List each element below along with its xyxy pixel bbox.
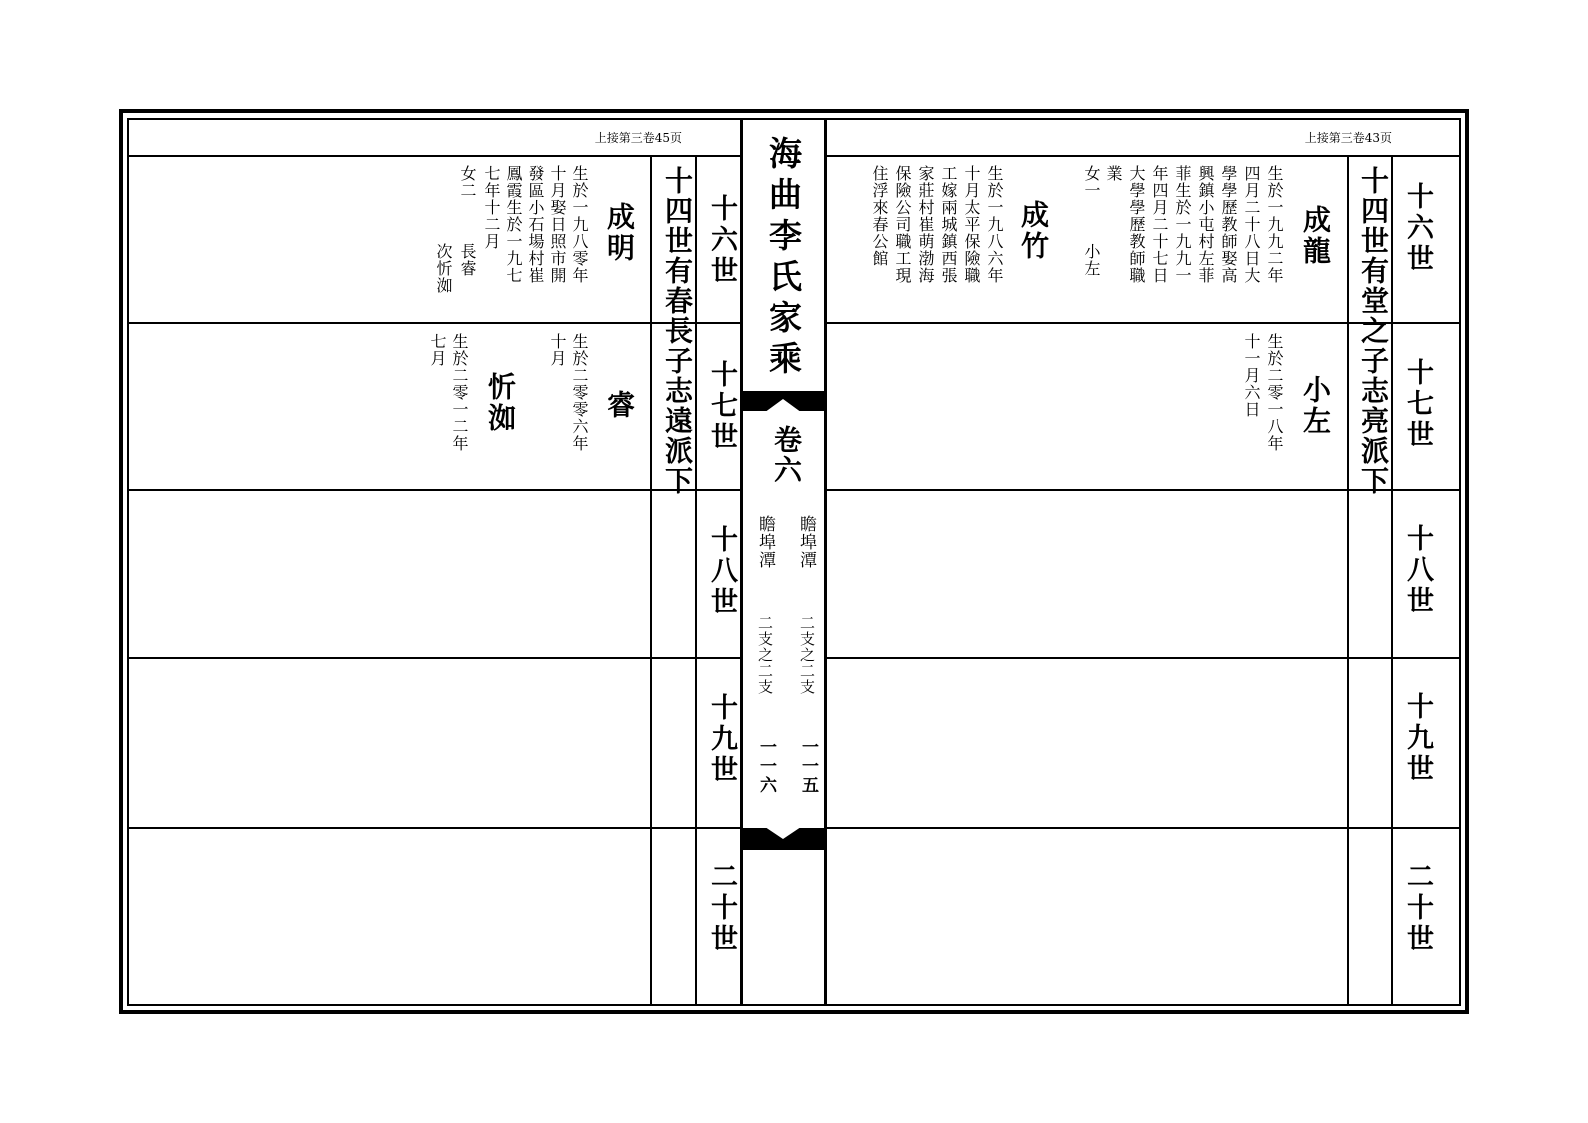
left-gen-19: 十九世 bbox=[706, 693, 737, 786]
person-name: 成龍 bbox=[1299, 205, 1332, 267]
person-name: 睿 bbox=[603, 390, 636, 421]
person-detail: 十月 bbox=[548, 333, 567, 367]
child-entry: 女一 bbox=[1082, 165, 1101, 199]
person-detail: 鳳霞生於一九七 bbox=[504, 165, 523, 284]
person-detail: 菲生於一九九一 bbox=[1173, 165, 1192, 284]
person-detail: 生於二零零六年 bbox=[570, 333, 589, 452]
person-detail: 七月 bbox=[428, 333, 447, 367]
rule-header-right bbox=[826, 155, 1459, 157]
right-gen-20: 二十世 bbox=[1402, 862, 1433, 955]
person-name: 忻洳 bbox=[484, 372, 517, 434]
right-page-ref: 上接第三卷43页 bbox=[1304, 131, 1392, 145]
spine-left-branch: 二支之二支 bbox=[756, 615, 774, 695]
person-detail: 學學歷教師娶高 bbox=[1219, 165, 1238, 284]
right-gen-16: 十六世 bbox=[1402, 182, 1433, 275]
left-page-ref: 上接第三卷45页 bbox=[594, 131, 682, 145]
rule-right-18 bbox=[826, 657, 1459, 659]
person-name: 小左 bbox=[1299, 375, 1332, 437]
person-detail: 保險公司職工現 bbox=[893, 165, 912, 284]
person-detail: 生於二零一二年 bbox=[450, 333, 469, 452]
person-detail: 家莊村崔萌渤海 bbox=[916, 165, 935, 284]
person-detail: 女二 bbox=[458, 165, 477, 199]
right-gen-17: 十七世 bbox=[1402, 358, 1433, 451]
person-detail: 十一月六日 bbox=[1242, 333, 1261, 418]
person-detail: 四月二十八日大 bbox=[1242, 165, 1261, 284]
person-detail: 發區小石場村崔 bbox=[526, 165, 545, 284]
spine-right-branch: 二支之二支 bbox=[798, 615, 816, 695]
left-gen-17: 十七世 bbox=[706, 360, 737, 453]
right-gen-19: 十九世 bbox=[1402, 692, 1433, 785]
person-detail: 生於一九八零年 bbox=[570, 165, 589, 284]
person-detail: 住浮來春公館 bbox=[870, 165, 889, 267]
left-gen-16: 十六世 bbox=[706, 194, 737, 287]
rule-left-branch-col-left bbox=[650, 156, 652, 1004]
right-branch-title: 十四世有堂之子志亮派下 bbox=[1357, 166, 1390, 496]
right-gen-18: 十八世 bbox=[1402, 524, 1433, 617]
spine-volume: 卷六 bbox=[770, 425, 803, 485]
person-detail: 生於一九八六年 bbox=[985, 165, 1004, 284]
rule-spine-right bbox=[824, 118, 827, 1006]
person-detail: 業 bbox=[1104, 165, 1123, 182]
person-detail: 十月太平保險職 bbox=[962, 165, 981, 284]
person-detail: 興鎮小屯村左菲 bbox=[1196, 165, 1215, 284]
person-detail: 工嫁兩城鎮西張 bbox=[939, 165, 958, 284]
person-detail: 大學學歷教師職 bbox=[1127, 165, 1146, 284]
person-detail: 十月娶日照市開 bbox=[548, 165, 567, 284]
person-detail: 生於二零一八年 bbox=[1265, 333, 1284, 452]
rule-right-branch-col-left bbox=[1347, 156, 1349, 1004]
person-name: 成明 bbox=[603, 202, 636, 264]
spine-right-page: 一一五 bbox=[798, 738, 818, 795]
child-entry: 長睿 bbox=[458, 243, 477, 277]
person-detail: 七年十二月 bbox=[482, 165, 501, 250]
left-gen-20: 二十世 bbox=[706, 862, 737, 955]
person-detail: 年四月二十七日 bbox=[1150, 165, 1169, 284]
person-detail: 生於一九九二年 bbox=[1265, 165, 1284, 284]
child-entry: 小左 bbox=[1082, 243, 1101, 277]
spine-right-place: 瞻埠潭 bbox=[796, 515, 816, 569]
left-gen-18: 十八世 bbox=[706, 525, 737, 618]
left-branch-title: 十四世有春長子志遠派下 bbox=[661, 166, 694, 496]
child-entry: 次忻洳 bbox=[434, 243, 453, 294]
spine-left-page: 一一六 bbox=[756, 738, 776, 795]
spine-left-place: 瞻埠潭 bbox=[755, 515, 775, 569]
rule-right-19 bbox=[826, 827, 1459, 829]
person-name: 成竹 bbox=[1017, 200, 1050, 262]
spine-title: 海曲李氏家乘 bbox=[764, 136, 803, 382]
